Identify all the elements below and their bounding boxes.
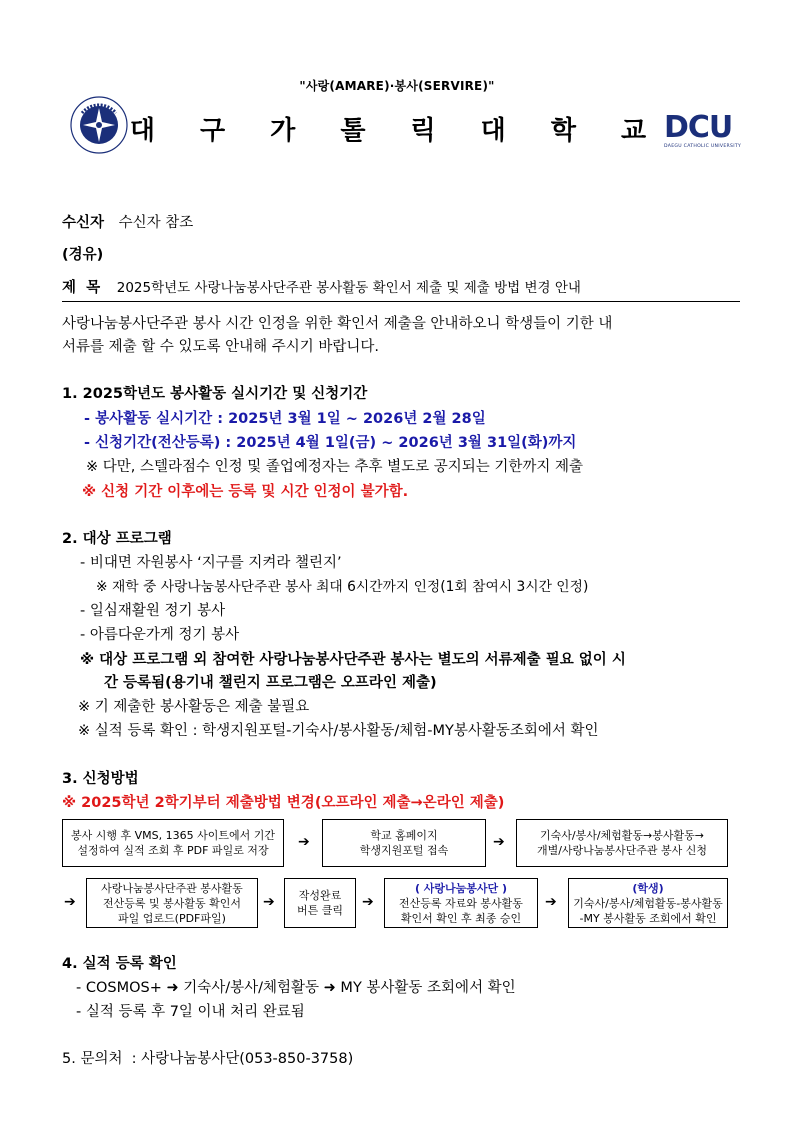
other-program-note-2: 간 등록됨(용기내 챌린지 프로그램은 오프라인 제출): [104, 675, 437, 691]
recipient-label: 수신자: [62, 215, 105, 231]
program-item-2: - 일심재활원 정기 봉사: [80, 603, 226, 619]
flow-arrow-6: ➔: [545, 894, 557, 910]
intro-line-2: 서류를 제출 할 수 있도록 안내해 주시기 바랍니다.: [62, 339, 380, 355]
flow-step-3-line-1: 기숙사/봉사/체험활동→봉사활동→: [540, 829, 704, 842]
record-check-note: ※ 실적 등록 확인 : 학생지원포털-기숙사/봉사활동/체험-MY봉사활동조회에서 확인: [78, 723, 599, 739]
recipient-value: 수신자 참조: [118, 215, 194, 231]
flow-step-7-title: (학생): [632, 881, 664, 895]
flow-step-7-line-2: -MY 봉사활동 조회에서 확인: [579, 911, 717, 925]
record-check-path: - COSMOS+ ➜ 기숙사/봉사/체험활동 ➜ MY 봉사활동 조회에서 확인: [76, 980, 516, 996]
motto: "사랑(AMARE)·봉사(SERVIRE)": [299, 79, 495, 93]
section2-heading: 2. 대상 프로그램: [62, 531, 172, 547]
logo-subtext: DAEGU CATHOLIC UNIVERSITY: [664, 144, 742, 149]
program-item-1-note: ※ 재학 중 사랑나눔봉사단주관 봉사 최대 6시간까지 인정(1회 참여시 3시간 인정): [96, 579, 589, 595]
intro-line-1: 사랑나눔봉사단주관 봉사 시간 인정을 위한 확인서 제출을 안내하오니 학생들이 기한 내: [62, 316, 613, 332]
program-item-1: - 비대면 자원봉사 ‘지구를 지켜라 챌린지’: [80, 555, 342, 571]
application-period: - 신청기간(전산등록) : 2025년 4월 1일(금) ~ 2026년 3월 31일(화)까지: [84, 435, 577, 451]
subject-value: 2025학년도 사랑나눔봉사단주관 봉사활동 확인서 제출 및 제출 방법 변경 안내: [116, 280, 581, 296]
flow-step-3-line-2: 개별/사랑나눔봉사단주관 봉사 신청: [536, 844, 708, 857]
flow-step-2-line-2: 학생지원포털 접속: [359, 844, 449, 857]
dcu-logo: [664, 112, 740, 156]
logo-text: DCU: [664, 110, 733, 145]
contact-info: 5. 문의처 : 사랑나눔봉사단(053-850-3758): [62, 1051, 354, 1067]
flow-step-6-line-1: 전산등록 자료와 봉사활동: [399, 896, 523, 910]
flow-step-1-line-1: 봉사 시행 후 VMS, 1365 사이트에서 기간: [71, 829, 275, 842]
flow-step-6-title: ( 사랑나눔봉사단 ): [414, 881, 508, 895]
flow-step-5-line-1: 작성완료: [298, 889, 342, 902]
flow-arrow-4: ➔: [263, 894, 275, 910]
other-program-note-1: ※ 대상 프로그램 외 참여한 사랑나눔봉사단주관 봉사는 별도의 서류제출 필요 없이 시: [80, 652, 626, 668]
flow-arrow-2: ➔: [493, 834, 505, 850]
subject-label: 제 목: [62, 280, 101, 296]
flow-step-2: [322, 819, 486, 867]
subject-divider: [62, 301, 740, 302]
section1-heading: 1. 2025학년도 봉사활동 실시기간 및 신청기간: [62, 386, 368, 402]
flow-arrow-5: ➔: [362, 894, 374, 910]
recipient-row: [62, 211, 193, 232]
stella-note: ※ 다만, 스텔라점수 인정 및 졸업예정자는 추후 별도로 공지되는 기한까지 제출: [86, 459, 584, 475]
flow-arrow-3: ➔: [64, 894, 76, 910]
flow-step-4: [86, 878, 258, 928]
program-item-3: - 아름다운가게 정기 봉사: [80, 627, 240, 643]
already-submitted-note: ※ 기 제출한 봉사활동은 제출 불필요: [78, 699, 310, 715]
subject-row: [62, 276, 581, 297]
flow-step-4-line-3: 파일 업로드(PDF파일): [118, 911, 226, 925]
flow-step-1: [62, 819, 284, 867]
flow-step-4-line-1: 사랑나눔봉사단주관 봉사활동: [101, 881, 243, 895]
deadline-warning: ※ 신청 기간 이후에는 등록 및 시간 인정이 불가함.: [82, 484, 409, 500]
flow-step-1-line-2: 설정하여 실적 조회 후 PDF 파일로 저장: [77, 844, 269, 857]
university-title: 대 구 가 톨 릭 대 학 교: [129, 116, 665, 146]
service-period: - 봉사활동 실시기간 : 2025년 3월 1일 ~ 2026년 2월 28일: [84, 411, 486, 427]
flow-step-6-line-2: 확인서 확인 후 최종 승인: [400, 911, 522, 925]
flow-step-5-line-2: 버튼 클릭: [296, 904, 343, 917]
flow-step-2-line-1: 학교 홈페이지: [370, 829, 438, 842]
section4-heading: 4. 실적 등록 확인: [62, 956, 177, 972]
flow-step-6: [384, 878, 538, 928]
flow-step-7-line-1: 기숙사/봉사/체험활동-봉사활동: [573, 896, 723, 910]
flow-step-3: [516, 819, 728, 867]
flow-step-5: [284, 878, 356, 928]
via-label: (경유): [62, 247, 104, 263]
method-change-note: ※ 2025학년 2학기부터 제출방법 변경(오프라인 제출→온라인 제출): [62, 795, 505, 811]
flow-arrow-1: ➔: [298, 834, 310, 850]
flow-step-7: [568, 878, 728, 928]
processing-time: - 실적 등록 후 7일 이내 처리 완료됨: [76, 1004, 305, 1020]
flow-step-4-line-2: 전산등록 및 봉사활동 확인서: [102, 896, 241, 910]
section3-heading: 3. 신청방법: [62, 771, 139, 787]
